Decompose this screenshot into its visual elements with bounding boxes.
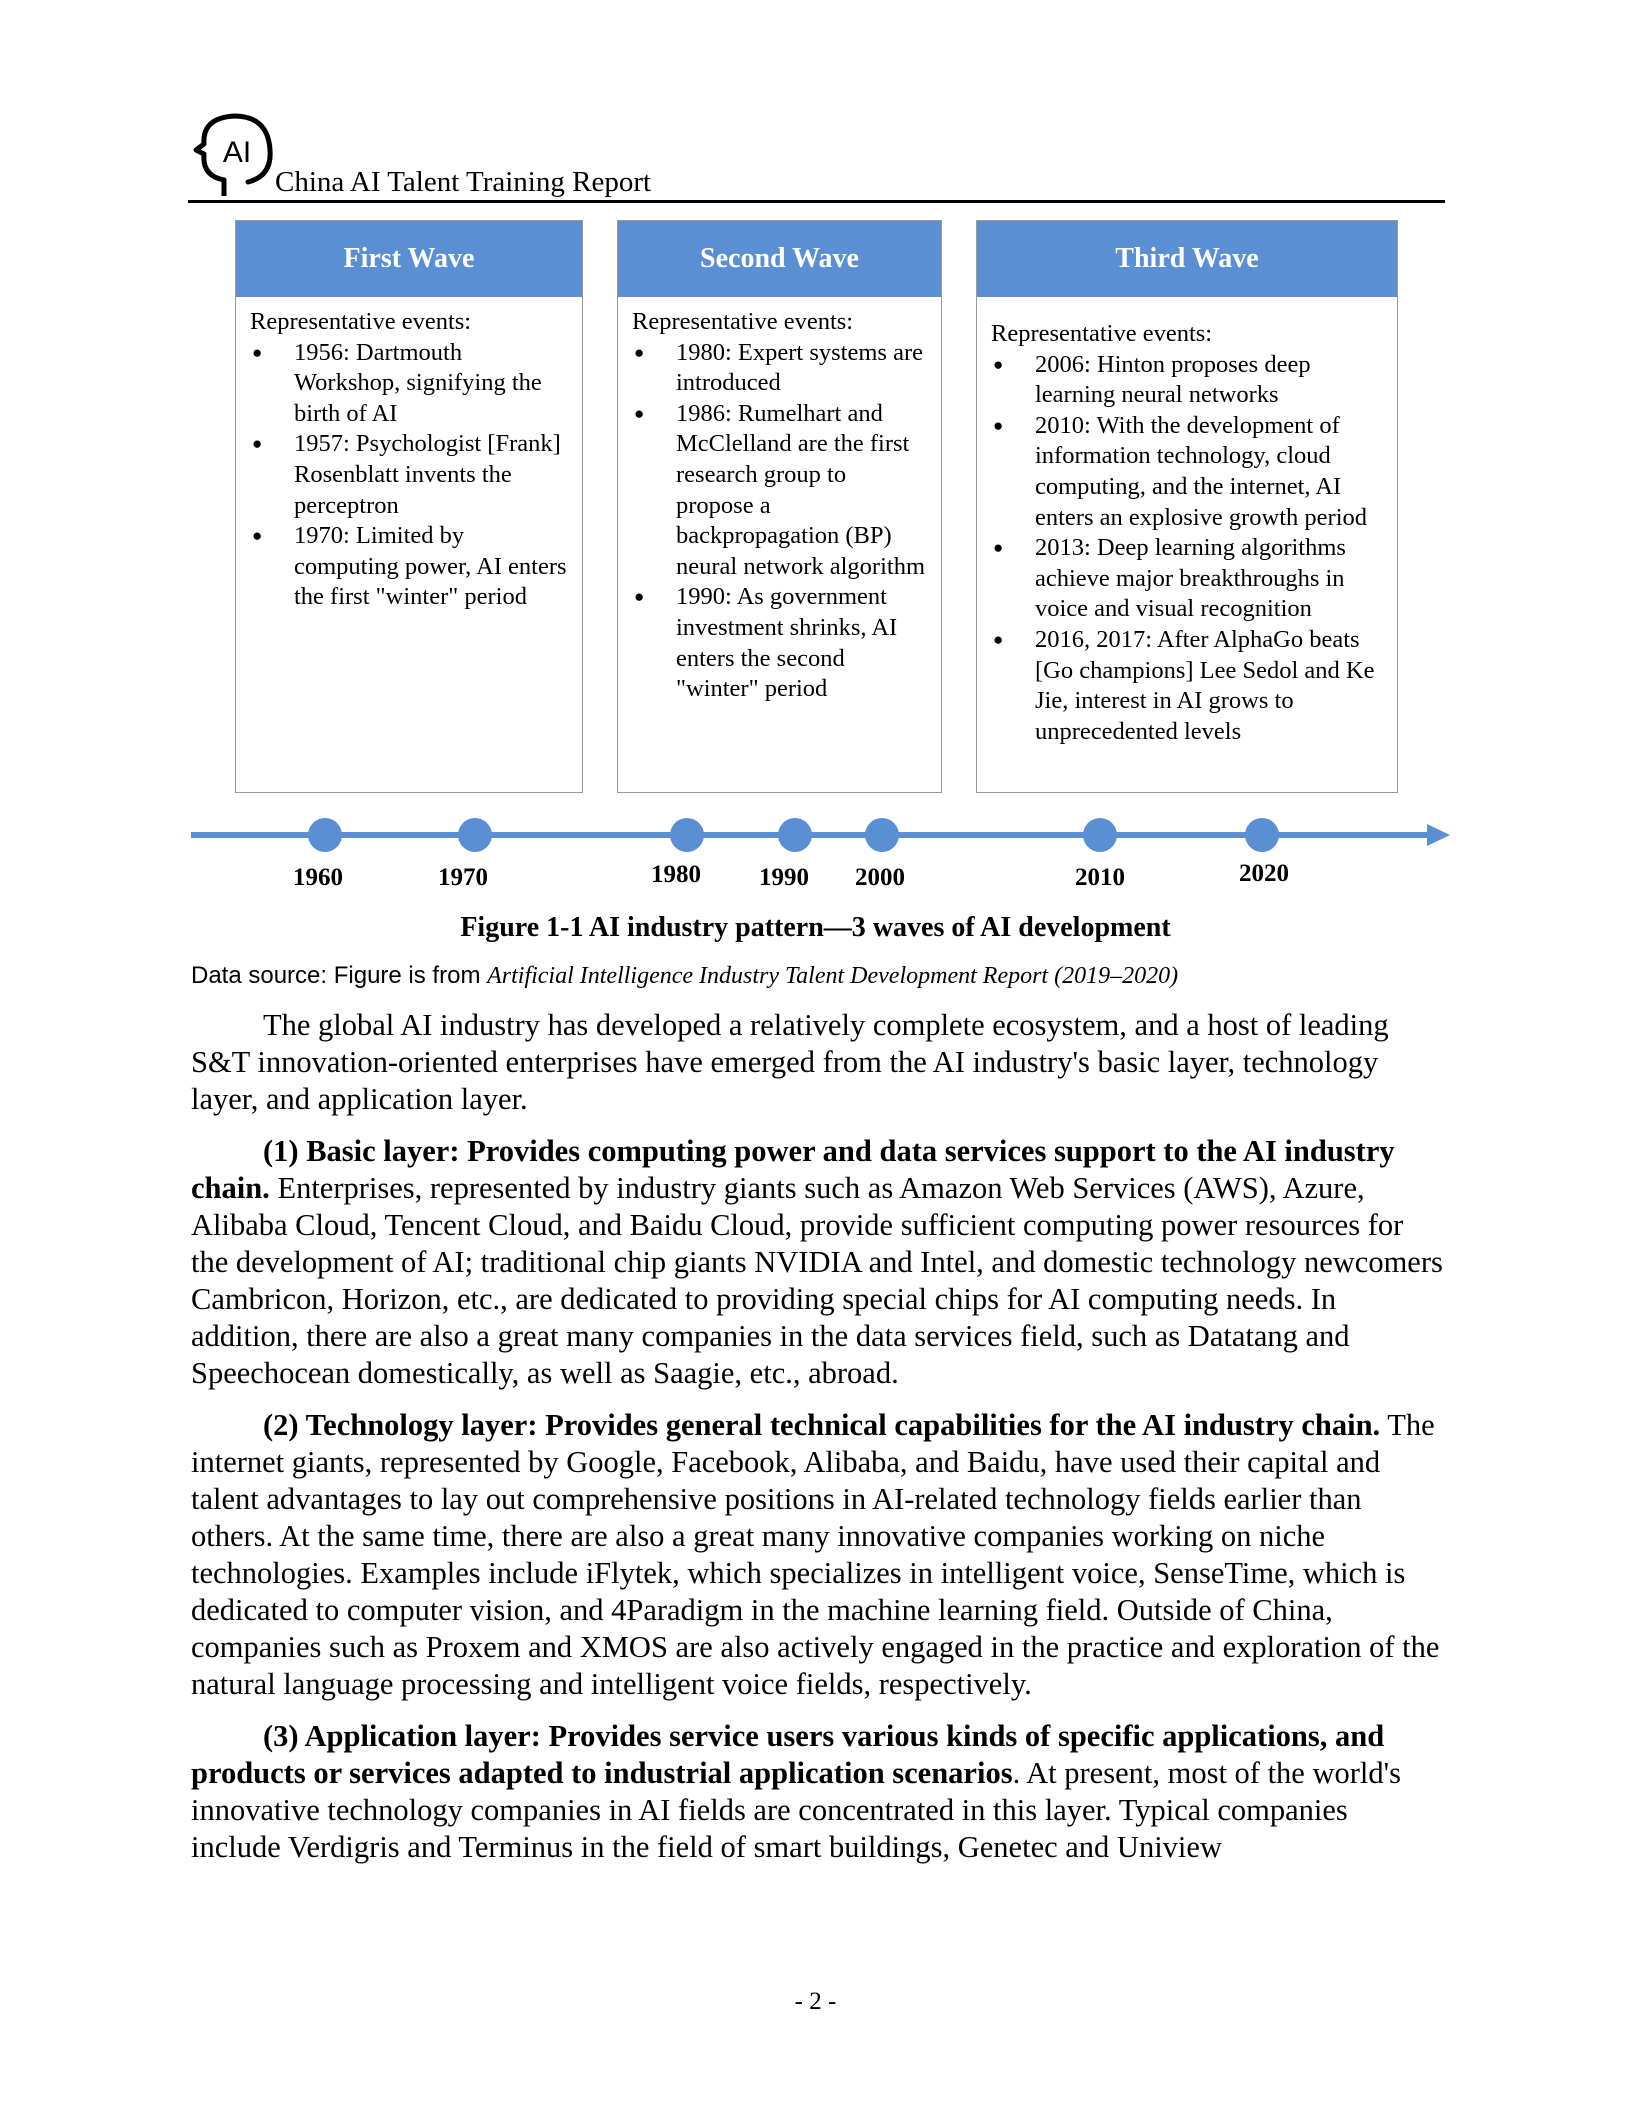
technology-layer-text: The internet giants, represented by Google, Facebook, Alibaba, and Baidu, have used their capital and talent advantages to lay out comprehensive positions in AI-related technology fields earlier than others. At the same time, there are also a great many innovative companies working on niche technologies. Examples include iFlytek, which specializes in intelligent voice, SenseTime, which is dedicated to computer vision, and 4Paradigm in the machine learning field. Outside of China, companies such as Proxem and XMOS are also actively engaged in the practice and exploration of the natural language processing and intelligent voice fields, respectively.	[191, 1408, 1440, 1701]
timeline-marker-1960	[308, 818, 342, 852]
basic-layer-paragraph	[191, 1133, 1443, 1392]
wave-event: ● 1990: As government investment shrinks, AI enters the second "winter" period	[632, 582, 927, 704]
year-label-1960: 1960	[293, 864, 343, 891]
wave-title: Second Wave	[618, 221, 941, 297]
technology-layer-paragraph	[191, 1407, 1443, 1703]
wave-box-second	[617, 220, 942, 793]
timeline-marker-2010	[1083, 818, 1117, 852]
wave-event: ● 1957: Psychologist [Frank] Rosenblatt invents the perceptron	[250, 429, 568, 521]
year-label-2020: 2020	[1239, 860, 1289, 887]
report-title: China AI Talent Training Report	[275, 166, 652, 198]
timeline-marker-2020	[1245, 818, 1279, 852]
year-label-1970: 1970	[438, 864, 488, 891]
intro-paragraph: The global AI industry has developed a relatively complete ecosystem, and a host of leading S&T innovation-oriented enterprises have emerged from the AI industry's basic layer, technology layer, and application layer.	[191, 1008, 1389, 1116]
wave-event: ● 2006: Hinton proposes deep learning neural networks	[991, 350, 1383, 411]
timeline-marker-1980	[670, 818, 704, 852]
data-source	[191, 962, 1178, 990]
wave-event: ● 1956: Dartmouth Workshop, signifying the birth of AI	[250, 338, 568, 430]
application-layer-heading: (3) Application layer: Provides service users various kinds of specific applications, and products or services adapted to industrial application scenarios	[191, 1719, 1385, 1790]
basic-layer-text: Enterprises, represented by industry giants such as Amazon Web Services (AWS), Azure, Alibaba Cloud, Tencent Cloud, and Baidu Cloud, provide sufficient computing power resources for the development of AI; traditional chip giants NVIDIA and Intel, and domestic technology newcomers Cambricon, Horizon, etc., are dedicated to providing special chips for AI computing needs. In addition, there are also a great many companies in the data services field, such as Datatang and Speechocean domestically, as well as Saagie, etc., abroad.	[191, 1171, 1443, 1390]
data-source-prefix: Data source: Figure is from	[191, 962, 488, 989]
wave-event: ● 2016, 2017: After AlphaGo beats [Go champions] Lee Sedol and Ke Jie, interest in AI grows to unprecedented levels	[991, 625, 1383, 747]
wave-label: Representative events:	[991, 320, 1213, 347]
wave-title: First Wave	[236, 221, 582, 297]
wave-event: ● 2013: Deep learning algorithms achieve major breakthroughs in voice and visual recognition	[991, 533, 1383, 625]
logo-text: AI	[222, 136, 252, 169]
wave-label: Representative events:	[632, 308, 854, 335]
wave-title: Third Wave	[977, 221, 1397, 297]
year-label-2010: 2010	[1075, 864, 1125, 891]
wave-event: ● 1980: Expert systems are introduced	[632, 338, 927, 399]
wave-box-third	[976, 220, 1398, 793]
application-layer-text: . At present, most of the world's innovative technology companies in AI fields are concentrated in this layer. Typical companies include Verdigris and Terminus in the field of smart buildings, Genetec and Uniview	[191, 1756, 1401, 1864]
body-text	[191, 1007, 1443, 1881]
page-number: - 2 -	[794, 1988, 837, 2015]
timeline-marker-2000	[865, 818, 899, 852]
year-label-1980: 1980	[651, 861, 701, 888]
wave-event: ● 1986: Rumelhart and McClelland are the first research group to propose a backpropagation (BP) neural network algorithm	[632, 399, 927, 583]
wave-label: Representative events:	[250, 308, 472, 335]
figure-caption: Figure 1-1 AI industry pattern—3 waves of AI development	[460, 912, 1171, 943]
technology-layer-heading: (2) Technology layer: Provides general technical capabilities for the AI industry chain.	[263, 1408, 1381, 1442]
wave-box-first	[235, 220, 583, 793]
data-source-title: Artificial Intelligence Industry Talent Development Report (2019–2020)	[487, 963, 1179, 989]
header-rule	[188, 200, 1445, 203]
timeline-arrowhead	[1427, 824, 1450, 846]
ai-head-logo	[190, 110, 276, 196]
wave-event: ● 1970: Limited by computing power, AI enters the first "winter" period	[250, 521, 568, 613]
timeline-marker-1970	[458, 818, 492, 852]
application-layer-paragraph	[191, 1718, 1443, 1866]
year-label-1990: 1990	[759, 864, 809, 891]
basic-layer-heading: (1) Basic layer: Provides computing power and data services support to the AI industry chain.	[191, 1134, 1395, 1205]
timeline-marker-1990	[778, 818, 812, 852]
wave-event: ● 2010: With the development of information technology, cloud computing, and the internet, AI enters an explosive growth period	[991, 411, 1383, 533]
year-label-2000: 2000	[855, 864, 905, 891]
